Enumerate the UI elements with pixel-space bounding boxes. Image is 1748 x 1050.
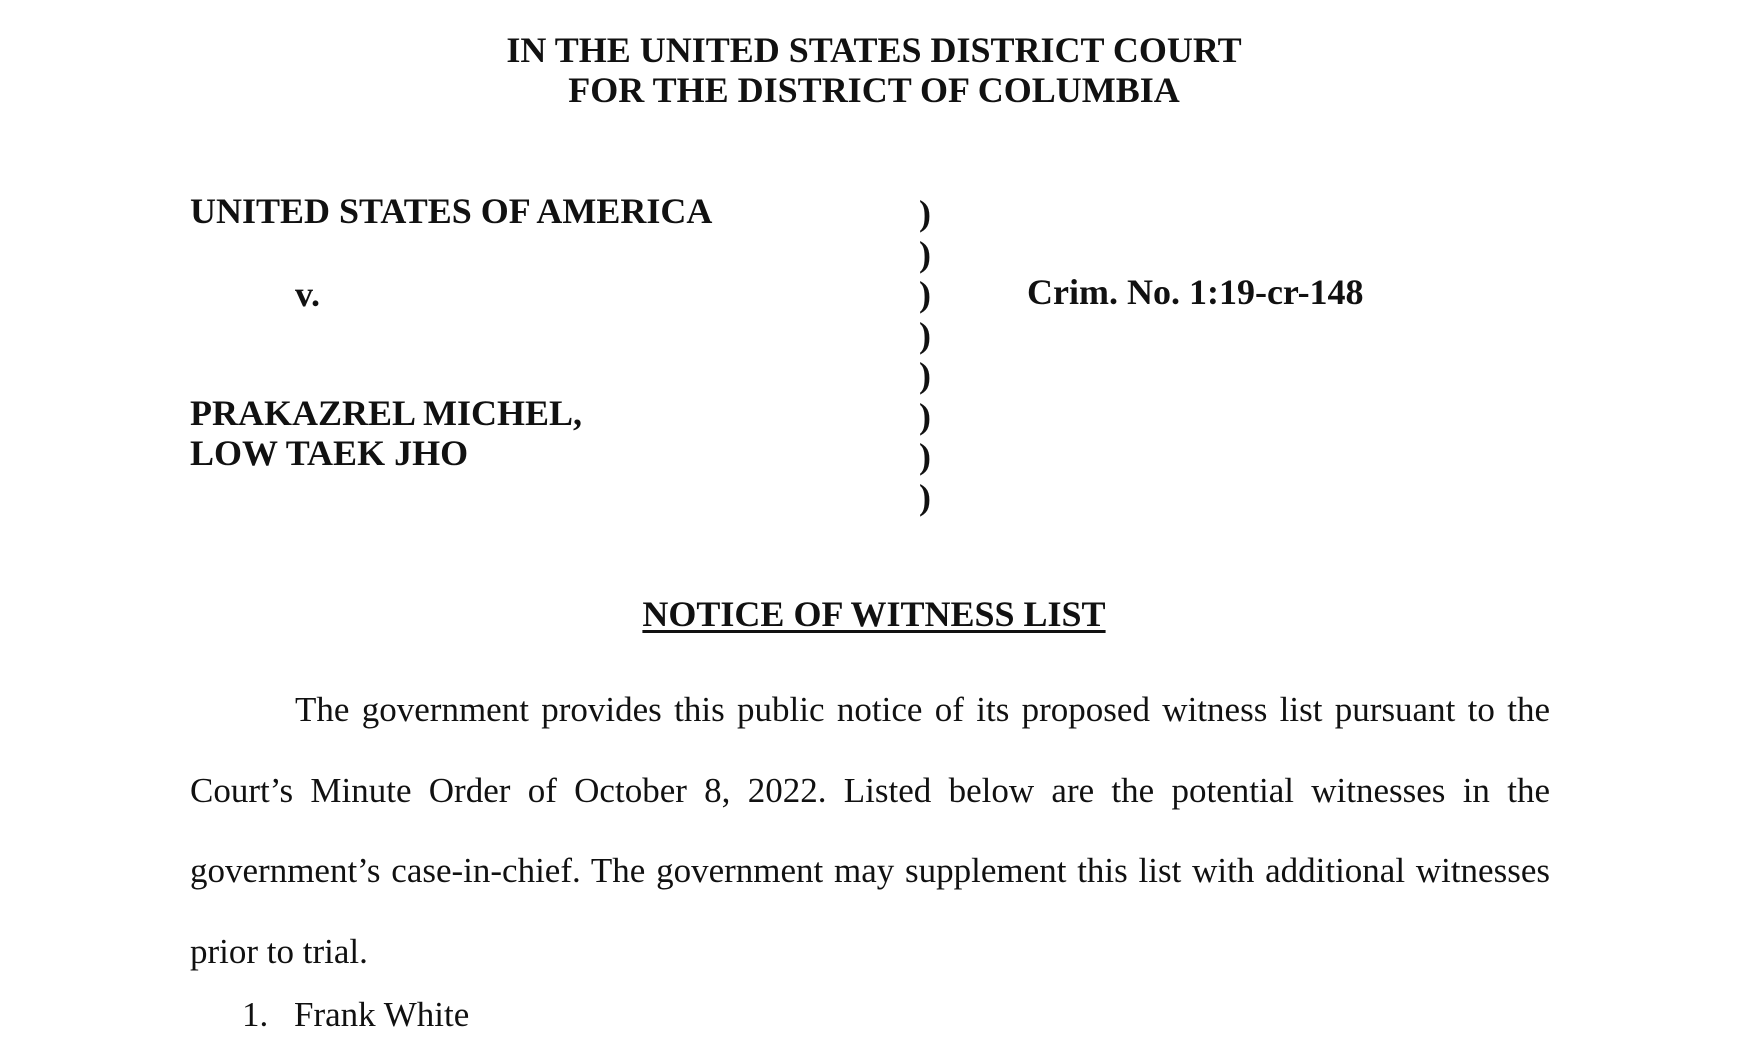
caption-paren: ) xyxy=(919,476,931,517)
document-title-text: NOTICE OF WITNESS LIST xyxy=(642,594,1106,634)
caption-plaintiff: UNITED STATES OF AMERICA xyxy=(190,191,713,231)
caption-versus: v. xyxy=(295,274,321,314)
body-line-2: Court’s Minute Order of October 8, 2022. Listed below are the potential witnesses in the xyxy=(190,770,1550,810)
caption-paren: ) xyxy=(919,395,931,436)
body-line-3: government’s case-in-chief. The government may supplement this list with additional witnesses xyxy=(190,851,1550,890)
body-line-4: prior to trial. xyxy=(190,931,368,971)
witness-list-item xyxy=(242,995,469,1035)
caption-defendant-2: LOW TAEK JHO xyxy=(190,433,469,473)
caption-paren: ) xyxy=(919,314,931,355)
caption-defendant-1: PRAKAZREL MICHEL, xyxy=(190,393,583,433)
body-line-1: The government provides this public notice of its proposed witness list pursuant to the xyxy=(295,690,1550,729)
caption-paren: ) xyxy=(919,233,931,274)
caption-paren: ) xyxy=(919,193,931,233)
body-paragraph xyxy=(190,670,1550,992)
court-heading xyxy=(0,30,1748,110)
witness-number: 1. xyxy=(242,995,269,1034)
witness-name: Frank White xyxy=(294,995,470,1034)
court-heading-line-1: IN THE UNITED STATES DISTRICT COURT xyxy=(506,30,1242,70)
case-number: Crim. No. 1:19-cr-148 xyxy=(1027,272,1364,312)
caption-paren: ) xyxy=(919,355,931,395)
caption-paren: ) xyxy=(919,274,931,314)
court-heading-line-2: FOR THE DISTRICT OF COLUMBIA xyxy=(568,70,1180,110)
witness-list xyxy=(242,995,469,1035)
caption-defendants xyxy=(190,393,582,473)
caption-paren-column xyxy=(919,193,931,517)
document-title xyxy=(0,594,1748,634)
caption-paren: ) xyxy=(919,436,931,476)
